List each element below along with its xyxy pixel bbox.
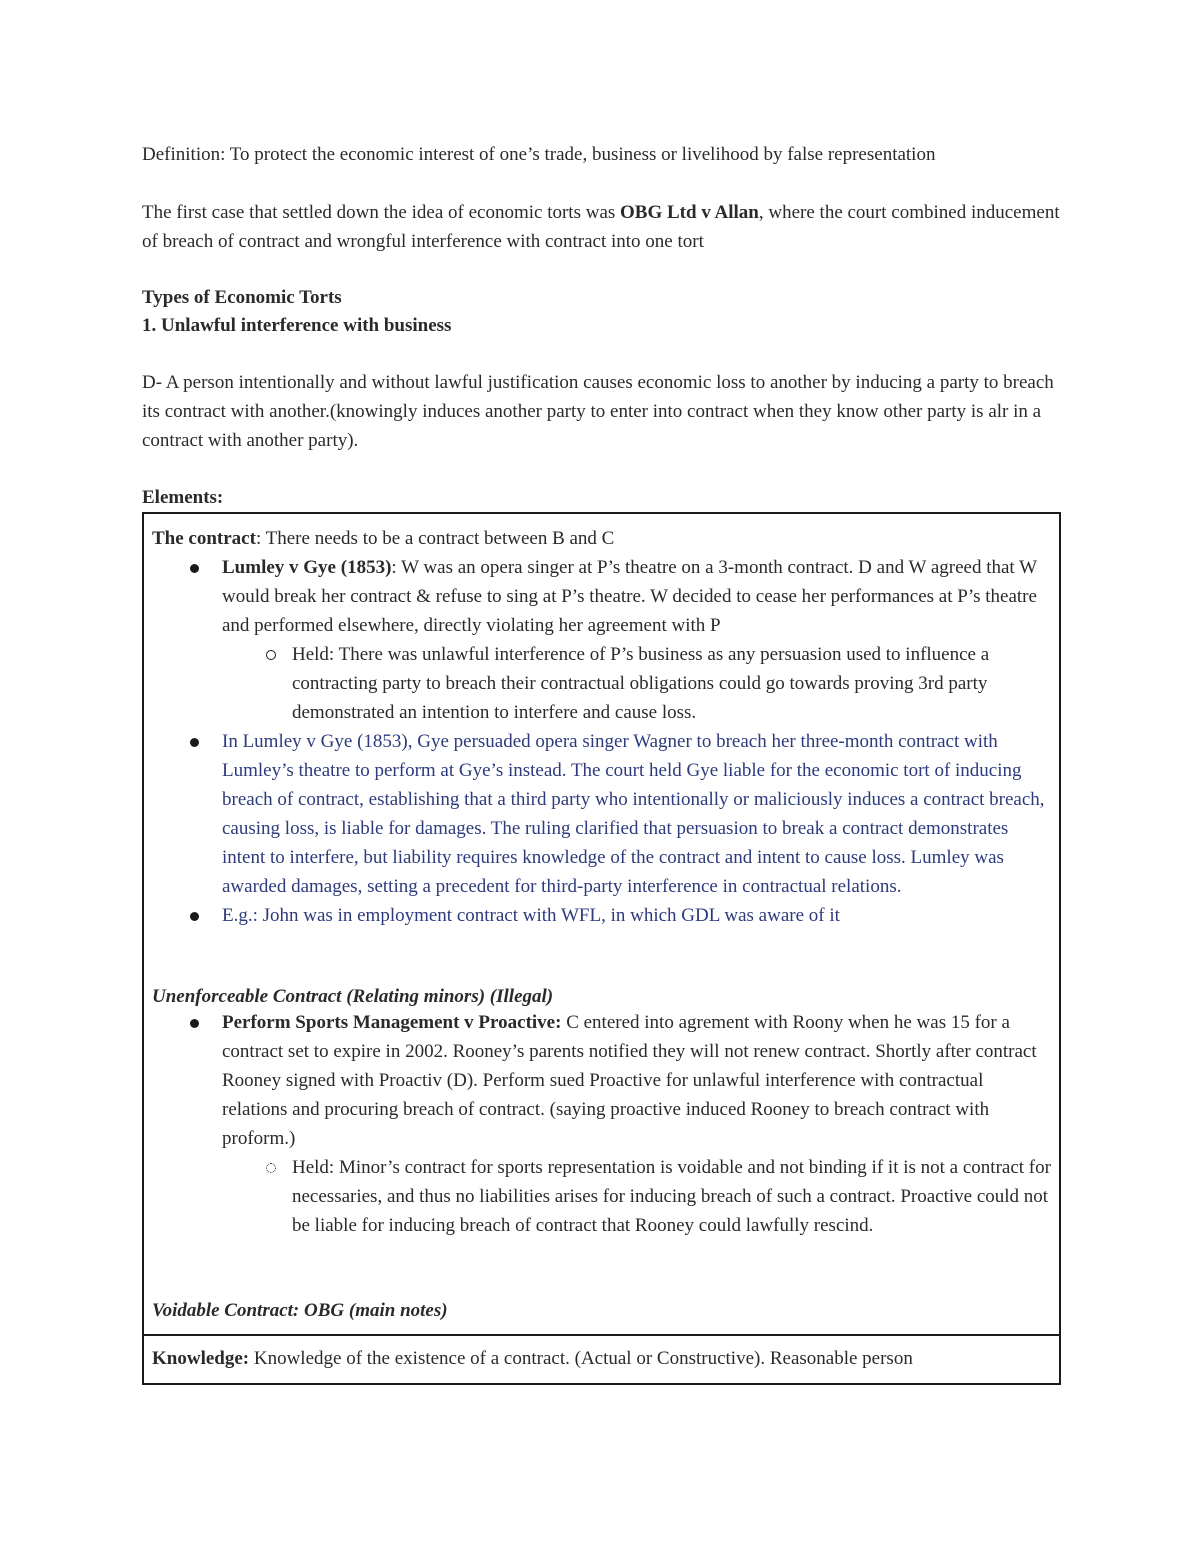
elements-table: [142, 512, 1061, 1385]
contract-case-list: [144, 553, 1059, 930]
contract-label: The contract: [152, 528, 256, 549]
dotted-circle-bullet-icon: [266, 1163, 276, 1173]
bullet-icon: [190, 1019, 199, 1028]
bullet-icon: [190, 912, 199, 921]
circle-bullet-icon: [266, 650, 276, 660]
contract-cell: [144, 514, 1059, 1336]
lumley-held-text: Held: There was unlawful interference of P’s business as any persuasion used to influence a contracting party to breach their contractual obligations could go towards proving 3rd party demonstrated an intention to interfere and cause loss.: [292, 644, 990, 723]
bullet-icon: [190, 564, 199, 573]
knowledge-text: Knowledge of the existence of a contract. (Actual or Constructive). Reasonable person: [249, 1348, 913, 1369]
first-case-text-end: , where the court combined inducement of breach of contract and wrongful interference with contract into one tort: [142, 202, 1060, 252]
knowledge-line: [152, 1344, 913, 1373]
list-item: [222, 1153, 1052, 1240]
first-case-text: The first case that settled down the idea of economic torts was: [142, 202, 621, 223]
unlawful-interference-heading: 1. Unlawful interference with business: [142, 315, 452, 336]
list-item: [144, 553, 1052, 727]
list-item: [144, 727, 1052, 901]
perform-case-name: Perform Sports Management v Proactive:: [222, 1012, 562, 1033]
lumley-case-name: Lumley v Gye (1853): [222, 557, 392, 578]
lumley-summary-text: In Lumley v Gye (1853), Gye persuaded opera singer Wagner to breach her three-month contract with Lumley’s theatre to perform at Gye’s instead. The court held Gye liable for the economic tort of inducing breach of contract, establishing that a third party who intentionally or maliciously induces a contract breach, causing loss, is liable for damages. The ruling clarified that persuasion to break a contract demonstrates intent to interfere, but liability requires knowledge of the contract and intent to cause loss. Lumley was awarded damages, setting a precedent for third-party interference in contractual relations.: [222, 731, 1045, 897]
unenforceable-heading: Unenforceable Contract (Relating minors) (Illegal): [152, 986, 554, 1007]
definition-d-paragraph: D- A person intentionally and without lawful justification causes economic loss to another by inducing a party to breach its contract with another.(knowingly induces another party to enter into contract when they know other party is alr in a contract with another party).: [142, 372, 1054, 451]
lumley-sub-list: [222, 640, 1052, 727]
perform-sub-list: [222, 1153, 1052, 1240]
perform-case-list: [144, 1008, 1059, 1240]
contract-text: : There needs to be a contract between B and C: [255, 528, 615, 549]
contract-line: [152, 524, 614, 553]
example-text: E.g.: John was in employment contract with WFL, in which GDL was aware of it: [222, 905, 840, 926]
types-heading: Types of Economic Torts: [142, 287, 342, 308]
perform-held-text: Held: Minor’s contract for sports representation is voidable and not binding if it is not a contract for necessaries, and thus no liabilities arises for inducing breach of such a contract. Proactive could not be liable for inducing breach of contract that Rooney could lawfully rescind.: [292, 1157, 1051, 1236]
voidable-heading: Voidable Contract: OBG (main notes): [152, 1300, 448, 1321]
perform-case-text: C entered into agrement with Roony when he was 15 for a contract set to expire in 2002. Rooney’s parents notified they will not renew contract. Shortly after contract Rooney signed with Proactiv (D). Perform sued Proactive for unlawful interference with contractual relations and procuring breach of contract. (saying proactive induced Rooney to breach contract with proform.): [222, 1012, 1037, 1149]
bullet-icon: [190, 738, 199, 747]
list-item: [144, 1008, 1052, 1240]
elements-heading: Elements:: [142, 487, 224, 508]
list-item: [144, 901, 1052, 930]
first-case-paragraph: [142, 198, 1072, 256]
obg-case-name: OBG Ltd v Allan: [620, 202, 759, 223]
knowledge-label: Knowledge:: [152, 1348, 250, 1369]
definition-paragraph: Definition: To protect the economic interest of one’s trade, business or livelihood by false representation: [142, 144, 936, 165]
lumley-case-text: : W was an opera singer at P’s theatre on a 3-month contract. D and W agreed that W would break her contract & refuse to sing at P’s theatre. W decided to cease her performances at P’s theatre and performed elsewhere, directly violating her agreement with P: [222, 557, 1037, 636]
knowledge-cell: [144, 1334, 1059, 1383]
list-item: [222, 640, 1052, 727]
